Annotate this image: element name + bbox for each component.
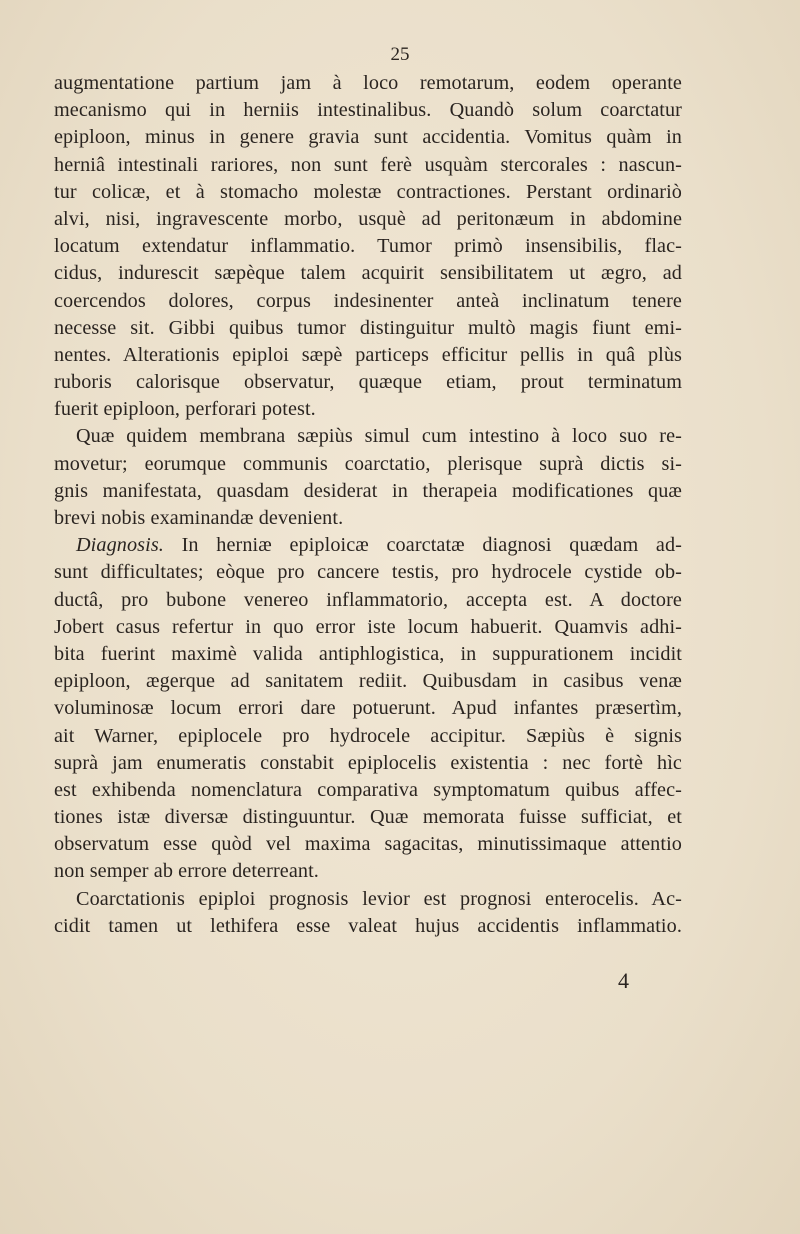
text-line: voluminosæ locum errori dare potuerunt. Apud infantes præsertìm, <box>54 697 682 720</box>
text-line: tiones istæ diversæ distinguuntur. Quæ memorata fuisse sufficiat, et <box>54 806 682 829</box>
text-line: suprà jam enumeratis constabit epiplocelis existentia : nec fortè hìc <box>54 751 682 774</box>
text-line: ait Warner, epiplocele pro hydrocele accipitur. Sæpiùs è signis <box>54 724 682 747</box>
text-line: alvi, nisi, ingravescente morbo, usquè ad peritonæum in abdomine <box>54 207 682 230</box>
text-line: necesse sit. Gibbi quibus tumor distinguitur multò magis fiunt emi- <box>54 316 682 339</box>
text-line: ductâ, pro bubone venereo inflammatorio, accepta est. A doctore <box>54 588 682 611</box>
text-line: movetur; eorumque communis coarctatio, plerisque suprà dictis si- <box>54 452 682 475</box>
text-line: brevi nobis examinandæ devenient. <box>54 507 344 529</box>
text-line: epiploon, ægerque ad sanitatem rediit. Quibusdam in casibus venæ <box>54 670 682 693</box>
page-number: 25 <box>390 44 410 65</box>
text-line: Coarctationis epiploi prognosis levior est prognosi enterocelis. Ac- <box>76 887 682 910</box>
text-line: locatum extendatur inflammatio. Tumor primò insensibilis, flac- <box>54 235 682 258</box>
body-text <box>54 70 682 940</box>
text-line: augmentatione partium jam à loco remotarum, eodem operante <box>54 72 682 94</box>
text-line: gnis manifestata, quasdam desiderat in therapeia modificationes quæ <box>54 479 682 502</box>
text-line: est exhibenda nomenclatura comparativa symptomatum quibus affec- <box>54 778 682 801</box>
text-line: observatum esse quòd vel maxima sagacitas, minutissimaque attentio <box>54 833 682 856</box>
text-line: cidus, indurescit sæpèque talem acquirit sensibilitatem ut ægro, ad <box>54 262 682 285</box>
section-heading: Diagnosis. <box>76 534 164 557</box>
text-line: Jobert casus refertur in quo error iste locum habuerit. Quamvis adhi- <box>54 615 682 638</box>
text-line: non semper ab errore deterreant. <box>54 860 319 883</box>
text-run: In herniæ epiploicæ coarctatæ diagnosi quædam ad- <box>181 534 682 557</box>
text-line: epiploon, minus in genere gravia sunt accidentia. Vomitus quàm in <box>54 126 682 149</box>
text-line: bita fuerint maximè valida antiphlogistica, in suppurationem incidit <box>54 642 682 665</box>
text-line: cidit tamen ut lethifera esse valeat hujus accidentis inflammatio. <box>54 914 682 937</box>
text-line: fuerit epiploon, perforari potest. <box>54 398 316 421</box>
text-line: ruboris calorisque observatur, quæque etiam, prout terminatum <box>54 371 682 394</box>
text-line: Quæ quidem membrana sæpiùs simul cum intestino à loco suo re- <box>76 425 682 448</box>
text-line: coercendos dolores, corpus indesinenter anteà inclinatum tenere <box>54 289 682 312</box>
text-line: sunt difficultates; eòque pro cancere testis, pro hydrocele cystide ob- <box>54 561 682 584</box>
text-line: nentes. Alterationis epiploi sæpè particeps efficitur pellis in quâ plùs <box>54 343 682 366</box>
text-line: herniâ intestinali rariores, non sunt ferè usquàm stercorales : nascun- <box>54 153 682 176</box>
signature-mark: 4 <box>618 968 629 993</box>
text-line: tur colicæ, et à stomacho molestæ contractiones. Perstant ordinariò <box>54 180 682 203</box>
text-line <box>54 532 682 559</box>
text-line: mecanismo qui in herniis intestinalibus. Quandò solum coarctatur <box>54 99 682 122</box>
